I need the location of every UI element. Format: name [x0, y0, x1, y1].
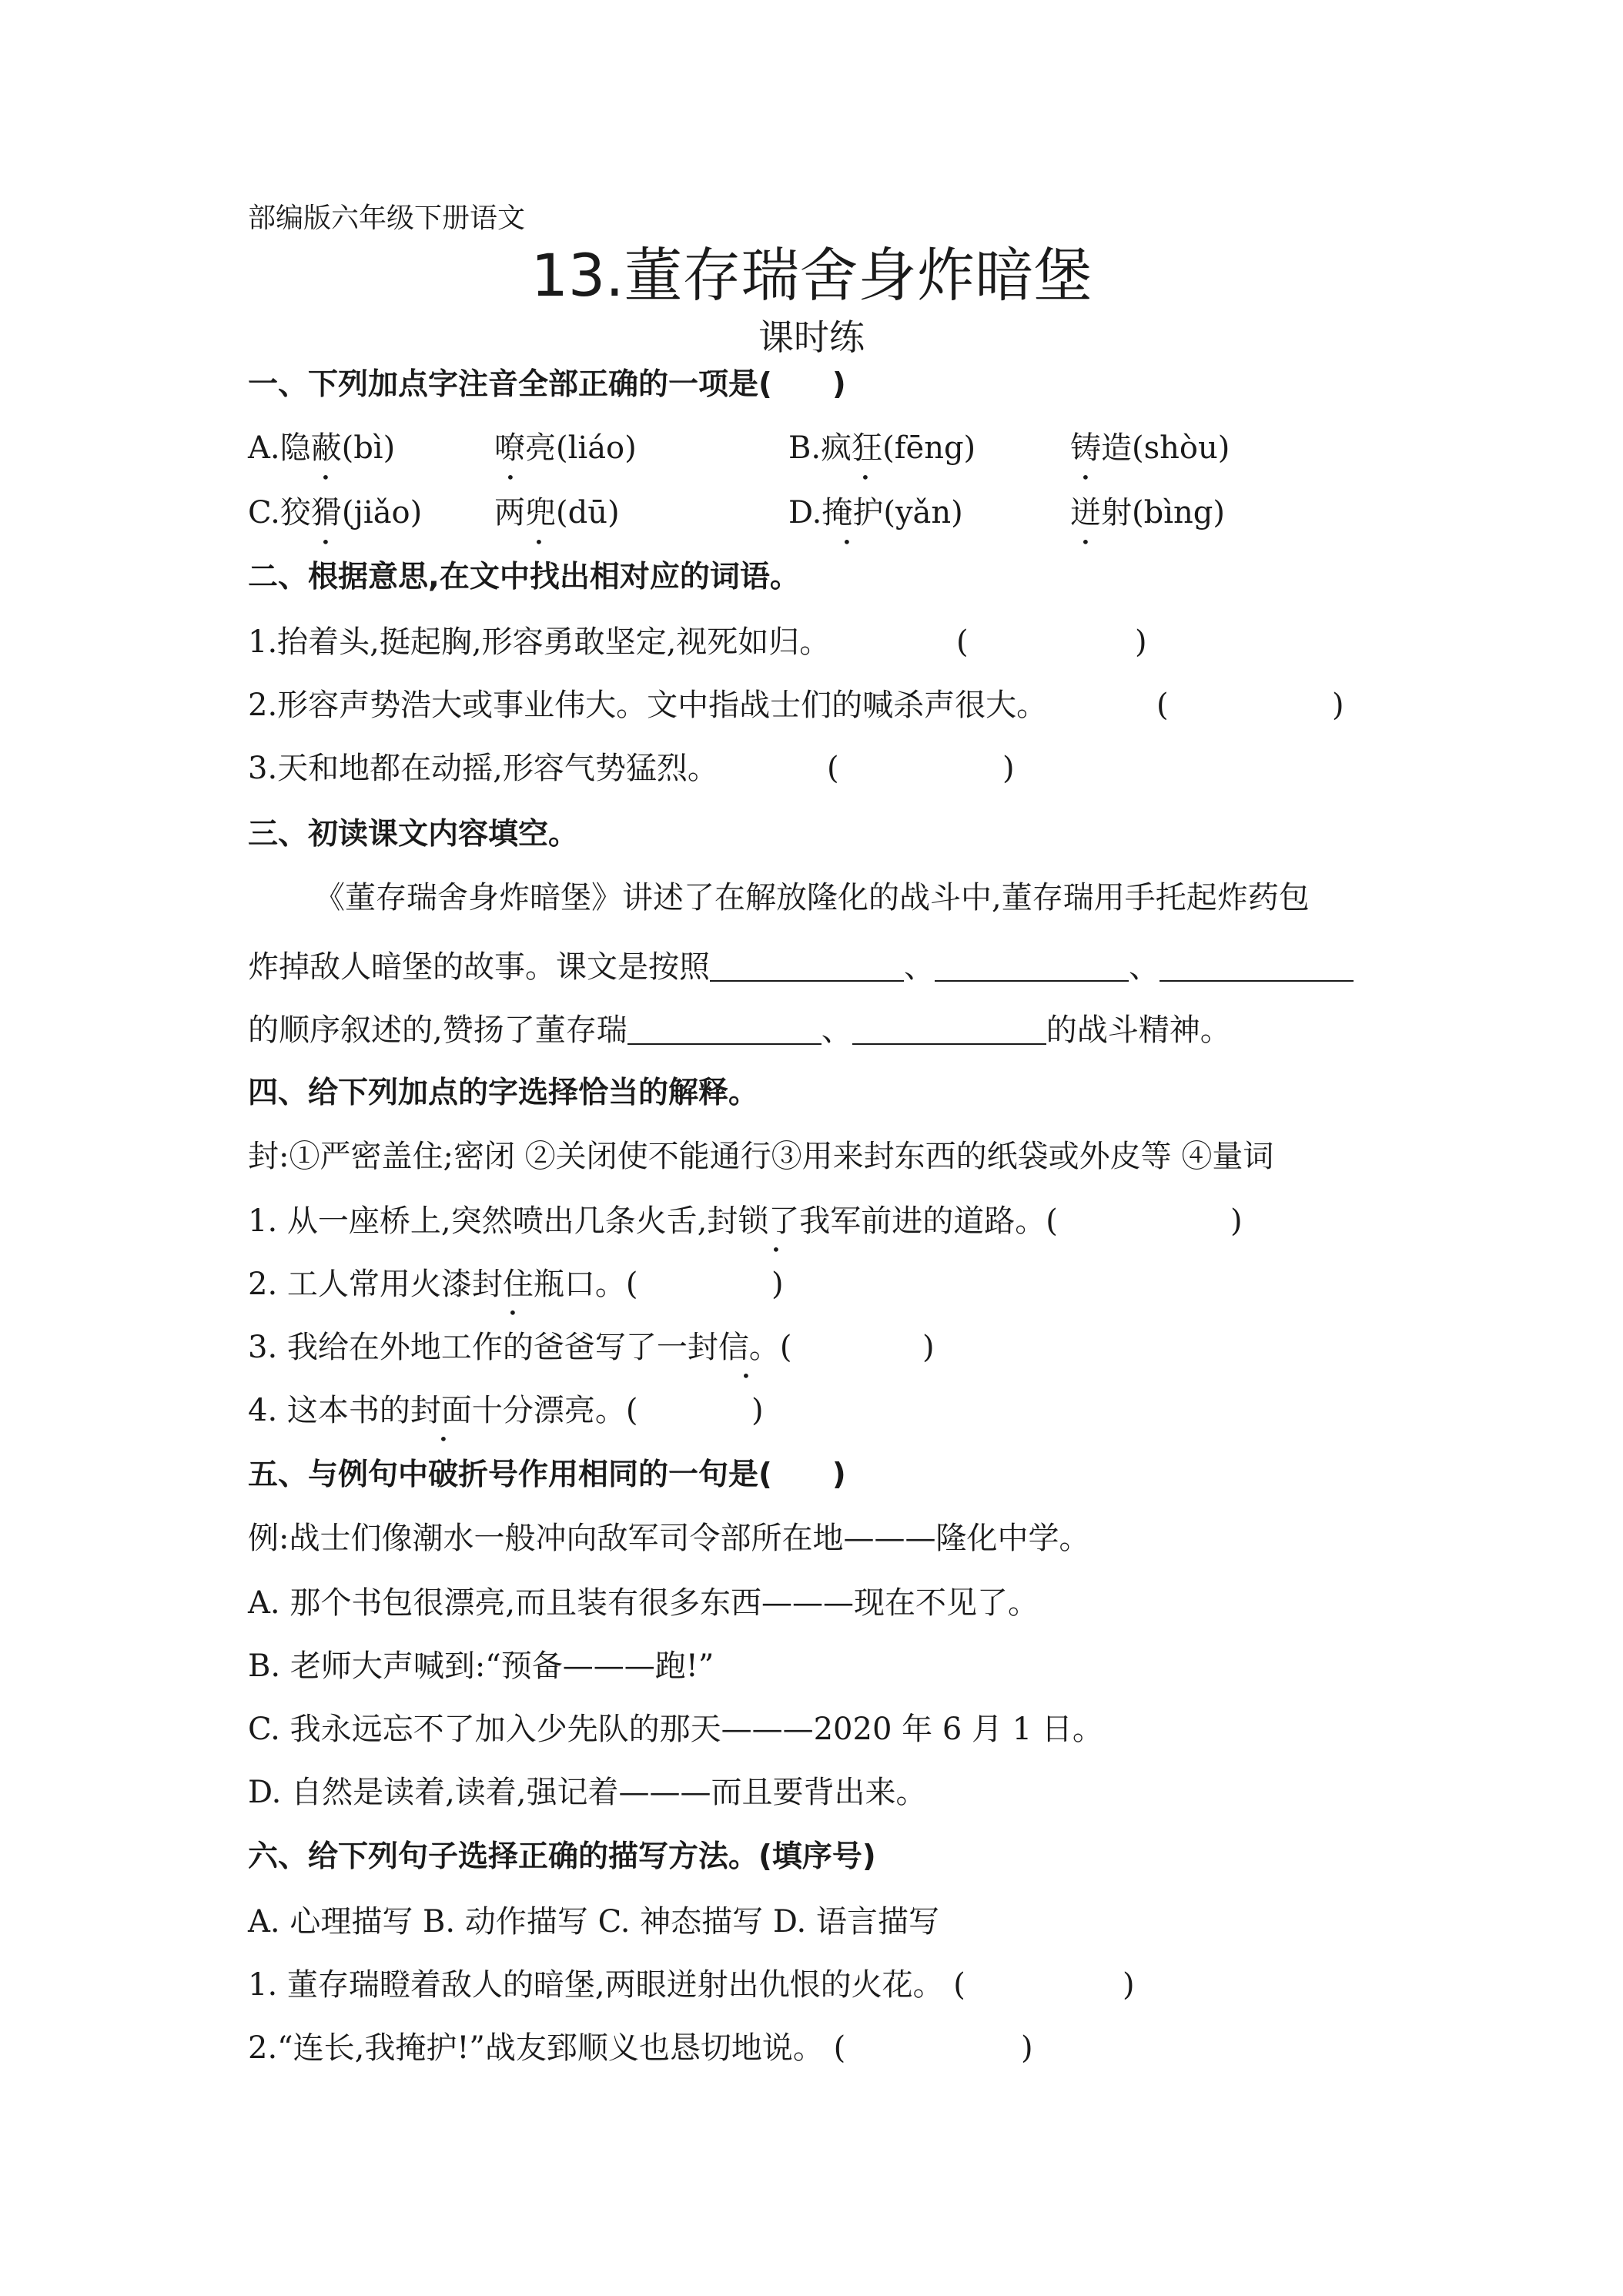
- emphasis-dot: •: [439, 1430, 448, 1448]
- emphasis-dot: •: [508, 1304, 517, 1322]
- emphasis-dot: •: [534, 533, 544, 551]
- method-item-1: 1. 董存瑞瞪着敌人的暗堡,两眼迸射出仇恨的火花。 (: [248, 1967, 965, 2003]
- option-b-word1: B.疯狂(fēng): [788, 430, 976, 466]
- fill-paragraph-line3: [248, 1010, 1231, 1050]
- definition-item-2: 2.形容声势浩大或事业伟大。文中指战士们的喊杀声很大。: [248, 688, 1048, 723]
- definition-item-1: 1.抬着头,挺起胸,形容勇敢坚定,视死如归。: [248, 624, 831, 660]
- option-b-word2: 铸造(shòu): [1070, 430, 1230, 466]
- option-c-word2: 两兜(dū): [494, 495, 620, 530]
- character-definitions: 封:①严密盖住;密闭 ②关闭使不能通行③用来封东西的纸袋或外皮等 ④量词: [248, 1139, 1274, 1174]
- option-c-word1: C.狡猾(jiǎo): [248, 495, 423, 530]
- fill-blank[interactable]: [935, 949, 1129, 982]
- emphasis-dot: •: [1081, 533, 1090, 551]
- section3-heading: 三、初读课文内容填空。: [248, 817, 579, 852]
- answer-paren-close: ): [1230, 1203, 1243, 1239]
- separator: 、: [904, 949, 935, 985]
- fill-blank[interactable]: [710, 949, 904, 982]
- answer-paren-close: ): [922, 1330, 935, 1365]
- answer-paren-open: (: [827, 751, 839, 786]
- answer-paren-open: (: [1156, 688, 1169, 723]
- fill-text: 炸掉敌人暗堡的故事。课文是按照: [248, 949, 710, 985]
- emphasis-dot: •: [321, 533, 330, 551]
- section6-heading: 六、给下列句子选择正确的描写方法。(填序号): [248, 1839, 876, 1874]
- emphasis-dot: •: [861, 468, 870, 487]
- emphasis-dot: •: [1081, 468, 1090, 487]
- answer-paren-close: ): [1332, 688, 1344, 723]
- answer-paren-close: ): [1002, 751, 1015, 786]
- emphasis-dot: •: [771, 1240, 781, 1259]
- answer-paren-close: ): [771, 1267, 784, 1302]
- lesson-subtitle: 课时练: [758, 316, 865, 358]
- usage-item-1: 1. 从一座桥上,突然喷出几条火舌,封锁了我军前进的道路。(: [248, 1203, 1058, 1239]
- fill-text: 的顺序叙述的,赞扬了董存瑞: [248, 1012, 627, 1048]
- fill-blank[interactable]: [627, 1012, 822, 1045]
- method-item-2: 2.“连长,我掩护!”战友郅顺义也恳切地说。 (: [248, 2030, 846, 2066]
- section1-heading: 一、下列加点字注音全部正确的一项是( ): [248, 367, 846, 402]
- dash-option-b: B. 老师大声喊到:“预备———跑!”: [248, 1648, 714, 1684]
- method-choices: A. 心理描写 B. 动作描写 C. 神态描写 D. 语言描写: [248, 1904, 939, 1940]
- option-d-word1: D.掩护(yǎn): [788, 495, 963, 530]
- separator: 、: [821, 1012, 852, 1048]
- answer-paren-close: ): [751, 1393, 764, 1428]
- section4-heading: 四、给下列加点的字选择恰当的解释。: [248, 1076, 759, 1110]
- answer-paren-close: ): [1123, 1967, 1135, 2003]
- option-a-word1: A.隐蔽(bì): [248, 430, 396, 466]
- option-d-word2: 迸射(bìng): [1070, 495, 1225, 530]
- section5-heading: 五、与例句中破折号作用相同的一句是( ): [248, 1458, 846, 1492]
- answer-paren-close: ): [1135, 624, 1147, 660]
- option-a-word2: 嘹亮(liáo): [494, 430, 637, 466]
- emphasis-dot: •: [741, 1367, 751, 1385]
- emphasis-dot: •: [506, 468, 515, 487]
- separator: 、: [1129, 949, 1160, 985]
- fill-blank[interactable]: [1160, 949, 1354, 982]
- usage-item-4: 4. 这本书的封面十分漂亮。(: [248, 1393, 638, 1428]
- section2-heading: 二、根据意思,在文中找出相对应的词语。: [248, 560, 800, 594]
- dash-option-d: D. 自然是读着,读着,强记着———而且要背出来。: [248, 1775, 927, 1810]
- lesson-title: 13.董存瑞舍身炸暗堡: [530, 241, 1093, 310]
- fill-blank[interactable]: [852, 1012, 1046, 1045]
- subject-label: 部编版六年级下册语文: [248, 202, 526, 234]
- usage-item-2: 2. 工人常用火漆封住瓶口。(: [248, 1267, 638, 1302]
- fill-paragraph-line1: 《董存瑞舍身炸暗堡》讲述了在解放隆化的战斗中,董存瑞用手托起炸药包: [314, 880, 1310, 915]
- usage-item-3: 3. 我给在外地工作的爸爸写了一封信。(: [248, 1330, 792, 1365]
- example-sentence: 例:战士们像潮水一般冲向敌军司令部所在地———隆化中学。: [248, 1521, 1090, 1556]
- dash-option-a: A. 那个书包很漂亮,而且装有很多东西———现在不见了。: [248, 1585, 1039, 1621]
- answer-paren-open: (: [956, 624, 969, 660]
- emphasis-dot: •: [321, 468, 330, 487]
- definition-item-3: 3.天和地都在动摇,形容气势猛烈。: [248, 751, 718, 786]
- fill-text: 的战斗精神。: [1046, 1012, 1231, 1048]
- emphasis-dot: •: [842, 533, 852, 551]
- fill-paragraph-line2: [248, 947, 1354, 987]
- answer-paren-close: ): [1021, 2030, 1033, 2066]
- dash-option-c: C. 我永远忘不了加入少先队的那天———2020 年 6 月 1 日。: [248, 1712, 1103, 1747]
